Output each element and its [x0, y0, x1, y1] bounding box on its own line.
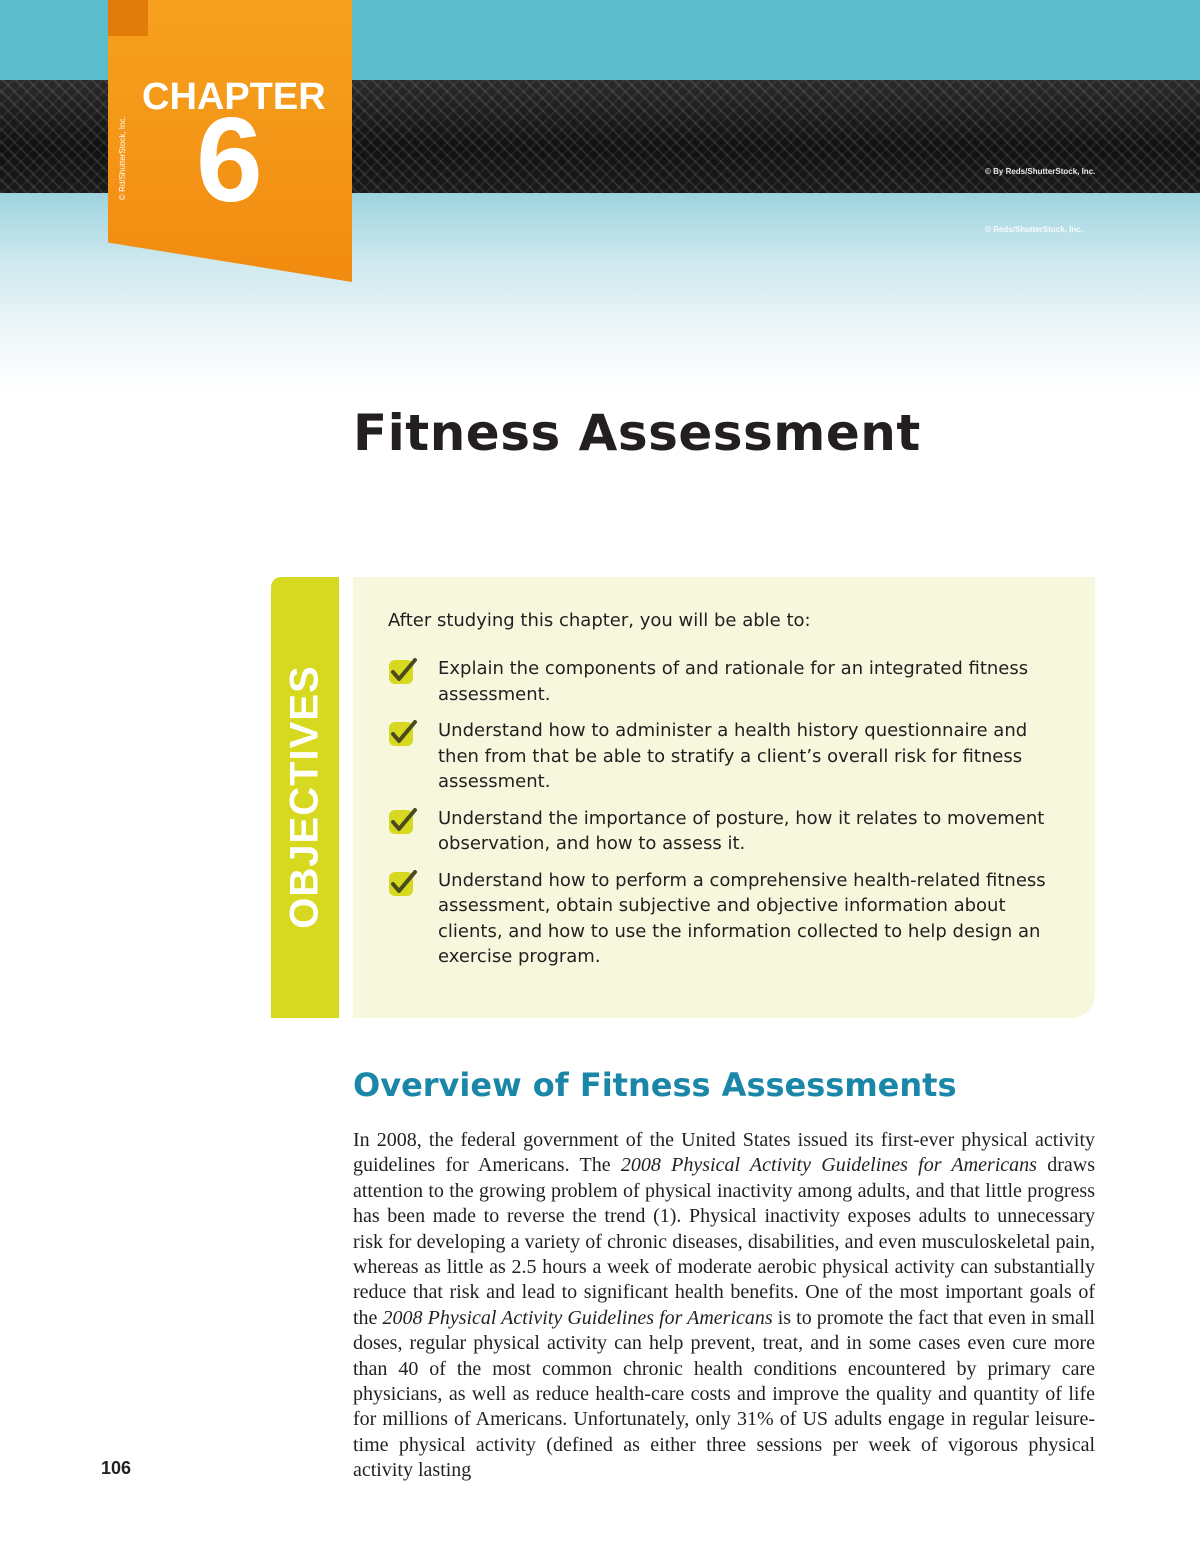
body-paragraph — [353, 1128, 1095, 1484]
objective-text: Understand the importance of posture, how it relates to movement observation, and how to assess it. — [438, 807, 1045, 854]
objective-text: Explain the components of and rationale for an integrated fitness assessment. — [438, 658, 1029, 705]
objectives-list — [388, 656, 1068, 970]
chapter-tab-fold — [108, 0, 148, 36]
check-icon — [388, 658, 418, 686]
check-icon — [388, 808, 418, 836]
body-text-italic: 2008 Physical Activity Guidelines for Americans — [620, 1154, 1037, 1177]
objective-text: Understand how to administer a health history questionnaire and then from that be able to stratify a client’s overall risk for fitness assessment. — [438, 720, 1028, 792]
objective-item — [388, 718, 1068, 795]
image-credit: © Reds/ShutterStock, Inc. — [985, 225, 1083, 234]
chapter-label: CHAPTER — [142, 76, 326, 118]
body-text-run: draws attention to the growing problem of physical inactivity among adults, and that little progress has been made to reverse the trend (1). Physical inactivity exposes adults to unnecessary risk for developing a variety of chronic diseases, disabilities, and even musculoskeletal pain, whereas as little as 2.5 hours a week of moderate aerobic physical activity can substantially reduce that risk and lead to significant health benefits. One of the most important goals of the — [353, 1154, 1096, 1329]
objectives-label: OBJECTIVES — [282, 665, 327, 929]
objective-item — [388, 868, 1068, 970]
image-credit: © By Reds/ShutterStock, Inc. — [985, 167, 1096, 176]
objective-item — [388, 806, 1068, 857]
check-icon — [388, 720, 418, 748]
body-text-run: is to promote the fact that even in small doses, regular physical activity can help prevent, treat, and in some cases even cure more than 40 of the most common chronic health conditions encountered by primary care physicians, as well as reduce health-care costs and improve the quality and quantity of life for millions of Americans. Unfortunately, only 31% of US adults engage in regular leisure-time physical activity (defined as either three sessions per week of vigorous physical activity lasting — [353, 1306, 1095, 1482]
page-title: Fitness Assessment — [353, 404, 921, 462]
chapter-number: 6 — [196, 93, 263, 227]
objective-item — [388, 656, 1068, 707]
chapter-tab-credit: © Rd/ShutterStock, Inc. — [118, 116, 127, 200]
objectives-intro: After studying this chapter, you will be able to: — [388, 610, 811, 631]
check-icon — [388, 870, 418, 898]
body-text-run: In 2008, the federal government of the United States issued its first-ever physical activity guidelines for Americans. The — [353, 1129, 1095, 1177]
page-number: 106 — [101, 1458, 132, 1478]
body-text-italic: 2008 Physical Activity Guidelines for Americans — [382, 1306, 773, 1329]
objective-text: Understand how to perform a comprehensive health-related fitness assessment, obtain subjective and objective information about clients, and how to use the information collected to help design an exercise program. — [438, 869, 1046, 967]
section-heading: Overview of Fitness Assessments — [353, 1066, 957, 1104]
